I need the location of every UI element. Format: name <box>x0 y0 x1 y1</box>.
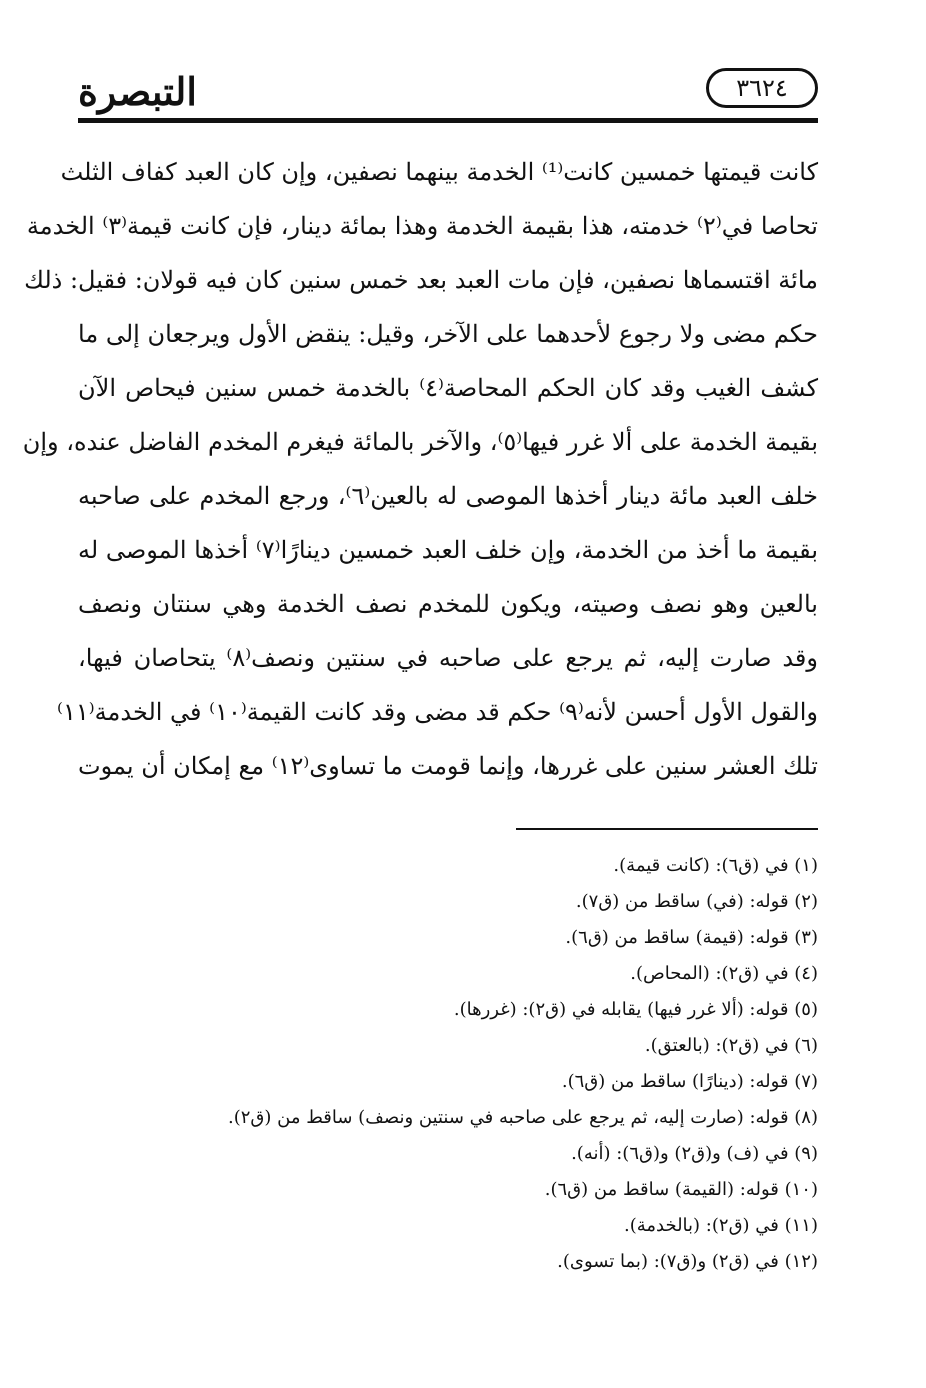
text-line: بالعين وهو نصف وصيته، ويكون للمخدم نصف الخدمة وهي سنتان ونصف <box>78 590 818 618</box>
footnote: (٣) قوله: (قيمة) ساقط من (ق٦). <box>565 927 818 948</box>
text-line: مائة اقتسماها نصفين، فإن مات العبد بعد خمس سنين كان فيه قولان: فقيل: ذلك <box>24 266 818 294</box>
page-header <box>78 62 818 126</box>
footnote: (٧) قوله: (دينارًا) ساقط من (ق٦). <box>561 1071 818 1092</box>
text-line: حكم مضى ولا رجوع لأحدهما على الآخر، وقيل: ينقض الأول ويرجعان إلى ما <box>78 320 818 348</box>
footnote: (١١) في (ق٢): (بالخدمة). <box>623 1215 818 1236</box>
footnote: (١٠) قوله: (القيمة) ساقط من (ق٦). <box>544 1179 818 1200</box>
text-line: تحاصا في⁽٢⁾ خدمته، هذا بقيمة الخدمة وهذا بمائة دينار، فإن كانت قيمة⁽٣⁾ الخدمة <box>26 212 818 240</box>
footnote-separator <box>516 828 818 830</box>
text-line: كشف الغيب وقد كان الحكم المحاصة⁽٤⁾ بالخدمة خمس سنين فيحاص الآن <box>78 374 819 402</box>
footnote: (١) في (ق٦): (كانت قيمة). <box>613 855 818 876</box>
footnote: (٥) قوله: (ألا غرر فيها) يقابله في (ق٢): (غررها). <box>453 999 818 1020</box>
footnote: (٨) قوله: (صارت إليه، ثم يرجع على صاحبه في سنتين ونصف) ساقط من (ق٢). <box>228 1107 818 1128</box>
text-line: والقول الأول أحسن لأنه⁽٩⁾ حكم قد مضى وقد كانت القيمة⁽١٠⁾ في الخدمة⁽١١⁾ <box>57 698 818 726</box>
footnotes <box>78 848 818 1280</box>
text-line: بقيمة ما أخذ من الخدمة، وإن خلف العبد خمسين دينارًا⁽٧⁾ أخذها الموصى له <box>78 536 818 564</box>
text-line: وقد صارت إليه، ثم يرجع على صاحبه في سنتين ونصف⁽٨⁾ يتحاصان فيها، <box>78 644 818 672</box>
footnote: (٩) في (ف) و(ق٢) و(ق٦): (أنه). <box>571 1143 818 1164</box>
text-line: خلف العبد مائة دينار أخذها الموصى له بالعين⁽٦⁾، ورجع المخدم على صاحبه <box>78 482 819 510</box>
main-text <box>22 145 819 793</box>
page-number-badge <box>706 68 818 108</box>
header-rule <box>78 118 818 123</box>
footnote: (٤) في (ق٢): (المحاص). <box>630 963 818 984</box>
footnote: (٦) في (ق٢): (بالعتق). <box>644 1035 818 1056</box>
book-title: التبصرة <box>78 69 197 114</box>
text-line: تلك العشر سنين على غررها، وإنما قومت ما تساوى⁽١٢⁾ مع إمكان أن يموت <box>78 752 818 780</box>
page-number: ٣٦٢٤ <box>736 74 788 102</box>
footnote: (٢) قوله: (في) ساقط من (ق٧). <box>575 891 818 912</box>
text-line: بقيمة الخدمة على ألا غرر فيها⁽٥⁾، والآخر بالمائة فيغرم المخدم الفاضل عنده، وإن <box>22 428 818 456</box>
footnote: (١٢) في (ق٢) و(ق٧): (بما تسوى). <box>557 1251 818 1272</box>
text-line: كانت قيمتها خمسين كانت⁽¹⁾ الخدمة بينهما نصفين، وإن كان العبد كفاف الثلث <box>60 158 818 186</box>
